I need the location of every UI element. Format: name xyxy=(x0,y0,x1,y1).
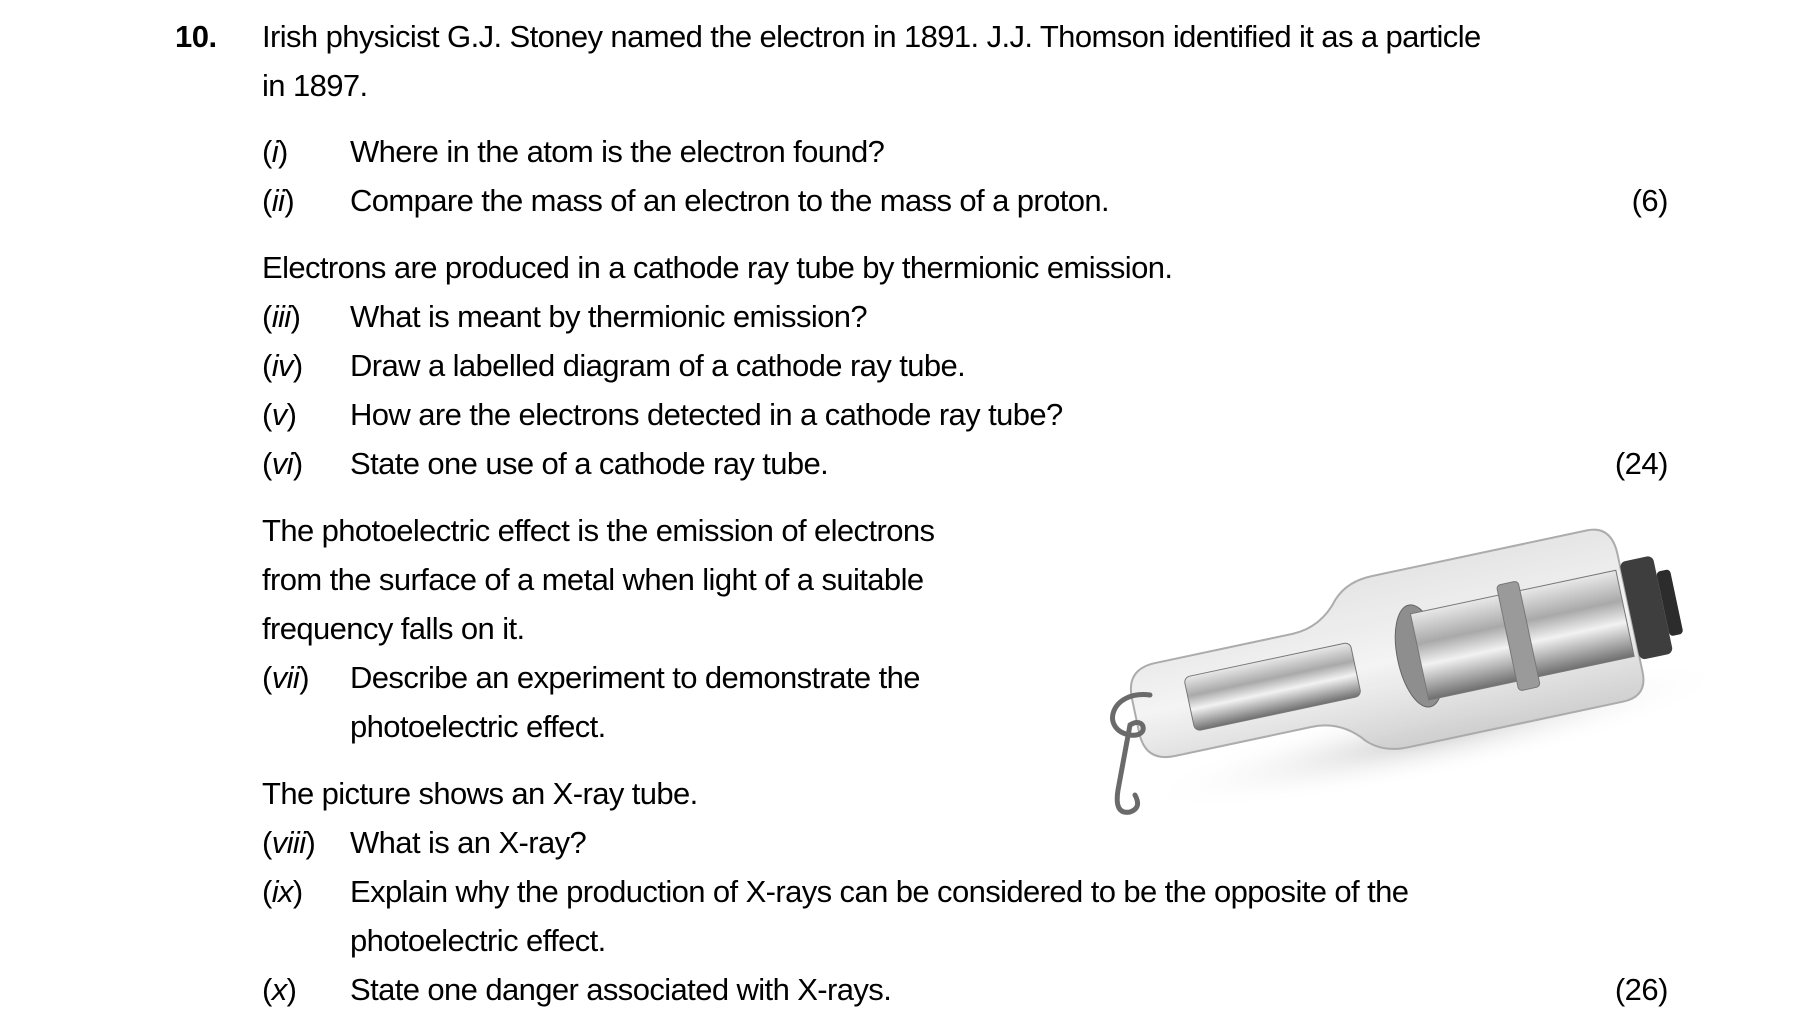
item-text-iv: Draw a labelled diagram of a cathode ray tube. xyxy=(350,348,966,383)
item-text-ix-line-1: Explain why the production of X-rays can be considered to be the opposite of the xyxy=(350,874,1409,909)
item-text-x: State one danger associated with X-rays. xyxy=(350,972,892,1007)
item-text-ii: Compare the mass of an electron to the mass of a proton. xyxy=(350,183,1110,218)
x-ray-tube-icon xyxy=(1090,490,1730,830)
item-text-ix-line-2: photoelectric effect. xyxy=(350,923,606,958)
item-label-ix: (ix) xyxy=(262,874,303,909)
marks-part-b: (24) xyxy=(1614,446,1668,481)
intro-line-1: Irish physicist G.J. Stoney named the electron in 1891. J.J. Thomson identified it as a particle xyxy=(262,19,1481,54)
x-ray-tube-image xyxy=(1090,490,1730,830)
item-text-viii: What is an X-ray? xyxy=(350,825,587,860)
item-text-v: How are the electrons detected in a cathode ray tube? xyxy=(350,397,1063,432)
item-text-i: Where in the atom is the electron found? xyxy=(350,134,885,169)
part-c-stem-2: The picture shows an X-ray tube. xyxy=(262,776,698,811)
item-text-iii: What is meant by thermionic emission? xyxy=(350,299,868,334)
item-label-vi: (vi) xyxy=(262,446,303,481)
item-text-vii-line-2: photoelectric effect. xyxy=(350,709,606,744)
intro-line-2: in 1897. xyxy=(262,68,368,103)
marks-part-a: (6) xyxy=(1631,183,1668,218)
part-c-stem-line-3: frequency falls on it. xyxy=(262,611,525,646)
marks-part-c: (26) xyxy=(1614,972,1668,1007)
question-number: 10. xyxy=(175,19,217,54)
item-label-i: (i) xyxy=(262,134,288,169)
item-label-iv: (iv) xyxy=(262,348,303,383)
part-b-stem: Electrons are produced in a cathode ray tube by thermionic emission. xyxy=(262,250,1173,285)
item-label-iii: (iii) xyxy=(262,299,301,334)
part-c-stem-line-1: The photoelectric effect is the emission of electrons xyxy=(262,513,935,548)
item-label-ii: (ii) xyxy=(262,183,295,218)
part-c-stem-line-2: from the surface of a metal when light of a suitable xyxy=(262,562,924,597)
item-label-v: (v) xyxy=(262,397,297,432)
item-label-x: (x) xyxy=(262,972,297,1007)
item-label-vii: (vii) xyxy=(262,660,309,695)
item-text-vii-line-1: Describe an experiment to demonstrate the xyxy=(350,660,920,695)
item-text-vi: State one use of a cathode ray tube. xyxy=(350,446,829,481)
item-label-viii: (viii) xyxy=(262,825,316,860)
